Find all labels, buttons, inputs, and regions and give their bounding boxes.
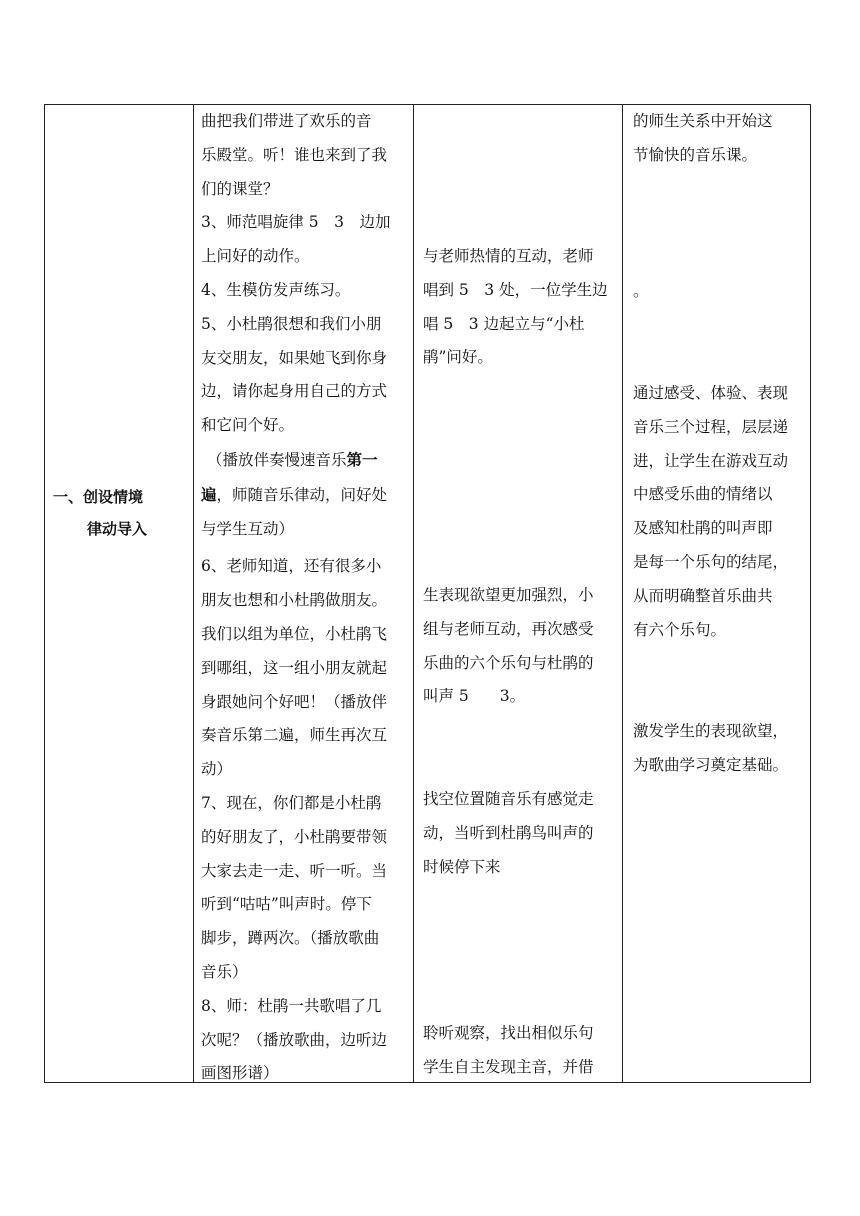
- student-activity-block: [423, 579, 619, 714]
- text-line: 时候停下来: [423, 857, 501, 876]
- text-line: 脚步，蹲两次。（播放歌曲: [201, 929, 380, 948]
- text-line: 从而明确整首乐曲共: [633, 586, 773, 605]
- text-line: 的师生关系中开始这: [633, 112, 773, 130]
- text-line: 动，当听到杜鹃鸟叫声的: [423, 823, 594, 842]
- column-divider: [622, 105, 623, 1082]
- bold-text: 第一: [346, 449, 378, 469]
- section-cell: [45, 105, 193, 1082]
- text-line: 身跟她问个好吧！（播放伴: [201, 692, 388, 711]
- text-line: 激发学生的表现欲望，: [633, 722, 789, 740]
- text-line: 叫声 5 3。: [423, 687, 526, 706]
- student-activity-block: [423, 783, 619, 884]
- section-label-line2: 律动导入: [87, 520, 148, 538]
- text-line: 大家去走一走、听一听。当: [201, 861, 388, 880]
- lesson-plan-table: [44, 104, 811, 1083]
- text-line: 唱 5 3 边起立与“小杜: [423, 314, 585, 333]
- column-divider: [413, 105, 414, 1082]
- text-span: ，师随音乐律动，问好处: [216, 485, 388, 504]
- text-line: 通过感受、体验、表现: [633, 384, 789, 402]
- text-line: 。: [633, 282, 649, 300]
- text-line: 鹃”问好。: [423, 348, 493, 367]
- text-line: 画图形谱）: [201, 1064, 279, 1083]
- text-line: 及感知杜鹃的叫声即: [633, 519, 773, 538]
- text-line: 为歌曲学习奠定基础。: [633, 755, 789, 774]
- text-span: （播放伴奏慢速音乐: [207, 450, 347, 469]
- text-line: 进，让学生在游戏互动: [633, 451, 789, 470]
- text-line: 7、现在，你们都是小杜鹃: [201, 793, 382, 812]
- text-line: 动）: [201, 760, 233, 779]
- text-line: 与老师热情的互动，老师: [423, 247, 594, 265]
- text-line: 乐殿堂。听！谁也来到了我: [201, 145, 388, 164]
- student-activity-block: [423, 1017, 619, 1085]
- text-line: 中感受乐曲的情绪以: [633, 485, 773, 504]
- text-line: 生表现欲望更加强烈，小: [423, 586, 594, 604]
- text-line: 友交朋友，如果她飞到你身: [201, 348, 388, 367]
- student-activity-block: [423, 240, 619, 375]
- text-line: 们的课堂？: [201, 179, 279, 198]
- text-line: [201, 443, 411, 478]
- text-line: 边，请你起身用自己的方式: [201, 382, 388, 401]
- text-line: 朋友也想和小杜鹃做朋友。: [201, 591, 388, 610]
- text-line: 音乐）: [201, 962, 248, 981]
- text-line: 的好朋友了，小杜鹃要带领: [201, 827, 388, 846]
- text-line: 与学生互动）: [201, 519, 295, 538]
- text-line: 8、师：杜鹃一共歌唱了几: [201, 996, 382, 1015]
- text-line: 和它问个好。: [201, 416, 295, 435]
- column-divider: [193, 105, 194, 1082]
- bold-text: 遍: [201, 484, 217, 504]
- text-line: 6、老师知道，还有很多小: [201, 557, 382, 576]
- design-intent-block: [633, 105, 805, 173]
- text-line: 节愉快的音乐课。: [633, 145, 758, 164]
- text-line: [201, 478, 411, 513]
- text-line: 学生自主发现主音，并借: [423, 1057, 594, 1076]
- text-line: 次呢？（播放歌曲，边听边: [201, 1030, 388, 1049]
- text-line: 5、小杜鹃很想和我们小朋: [201, 314, 382, 333]
- text-line: 4、生模仿发声练习。: [201, 280, 351, 299]
- text-line: 听到“咕咕”叫声时。停下: [201, 895, 372, 914]
- design-intent-block: [633, 715, 805, 783]
- text-line: 聆听观察，找出相似乐句: [423, 1024, 594, 1042]
- text-line: 奏音乐第二遍，师生再次互: [201, 726, 388, 745]
- text-line: 我们以组为单位，小杜鹃飞: [201, 624, 388, 643]
- text-line: 唱到 5 3 处，一位学生边: [423, 280, 608, 299]
- teacher-activity-cell: [201, 105, 411, 1091]
- design-intent-block: [633, 377, 805, 647]
- text-line: 组与老师互动，再次感受: [423, 619, 594, 638]
- text-line: 上问好的动作。: [201, 247, 310, 266]
- text-line: 到哪组，这一组小朋友就起: [201, 658, 388, 677]
- text-line: 是每一个乐句的结尾，: [633, 552, 789, 571]
- text-line: 3、师范唱旋律 5 3 边加: [201, 213, 391, 232]
- section-label-line1: 一、创设情境: [53, 488, 144, 506]
- text-line: 乐曲的六个乐句与杜鹃的: [423, 653, 594, 672]
- text-line: 音乐三个过程，层层递: [633, 417, 789, 436]
- section-label: [53, 481, 193, 545]
- text-line: 曲把我们带进了欢乐的音: [201, 112, 372, 130]
- text-line: 找空位置随音乐有感觉走: [423, 790, 594, 808]
- text-line: 有六个乐句。: [633, 620, 727, 639]
- design-intent-block: [633, 275, 805, 309]
